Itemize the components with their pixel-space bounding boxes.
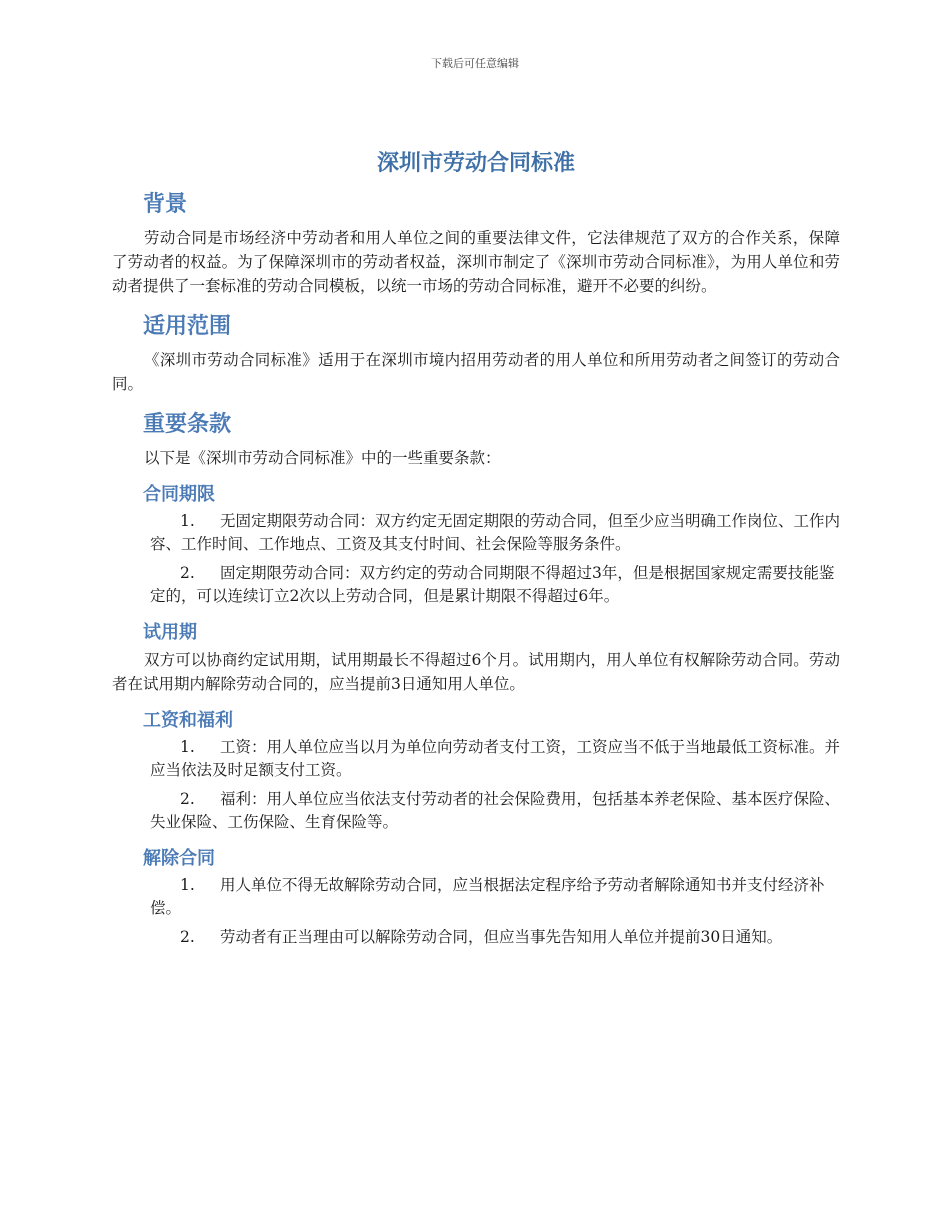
list-number: 1. bbox=[180, 738, 195, 756]
document-title: 深圳市劳动合同标准 bbox=[376, 151, 575, 176]
clauses-intro: 以下是《深圳市劳动合同标准》中的一些重要条款： bbox=[144, 449, 501, 467]
list-number: 1. bbox=[180, 512, 195, 530]
list-item bbox=[140, 510, 840, 556]
page-header: 下载后可任意编辑 bbox=[431, 57, 519, 70]
list-number: 2. bbox=[180, 928, 195, 946]
scope-paragraph: 《深圳市劳动合同标准》适用于在深圳市境内招用劳动者的用人单位和所用劳动者之间签订的劳动合同。 bbox=[112, 351, 840, 393]
list-item-text: 固定期限劳动合同：双方约定的劳动合同期限不得超过3年，但是根据国家规定需要技能鉴定的，可以连续订立2次以上劳动合同，但是累计期限不得超过6年。 bbox=[150, 564, 835, 605]
list-item bbox=[140, 562, 840, 608]
list-item-text: 劳动者有正当理由可以解除劳动合同，但应当事先告知用人单位并提前30日通知。 bbox=[220, 928, 783, 946]
list-item bbox=[140, 926, 840, 949]
list-item-text: 福利：用人单位应当依法支付劳动者的社会保险费用，包括基本养老保险、基本医疗保险、失业保险、工伤保险、生育保险等。 bbox=[150, 790, 841, 831]
heading-termination: 解除合同 bbox=[143, 848, 215, 869]
contract-term-list bbox=[140, 510, 840, 608]
heading-contract-term: 合同期限 bbox=[143, 484, 215, 505]
list-number: 1. bbox=[180, 876, 195, 894]
probation-paragraph: 双方可以协商约定试用期，试用期最长不得超过6个月。试用期内，用人单位有权解除劳动合同。劳动者在试用期内解除劳动合同的，应当提前3日通知用人单位。 bbox=[112, 651, 840, 693]
background-paragraph: 劳动合同是市场经济中劳动者和用人单位之间的重要法律文件，它法律规范了双方的合作关系，保障了劳动者的权益。为了保障深圳市的劳动者权益，深圳市制定了《深圳市劳动合同标准》，为用人单位和劳动者提供了一套标准的劳动合同模板，以统一市场的劳动合同标准，避开不必要的纠纷。 bbox=[112, 229, 840, 295]
document-body bbox=[112, 148, 840, 955]
list-item bbox=[140, 788, 840, 834]
list-item-text: 工资：用人单位应当以月为单位向劳动者支付工资，工资应当不低于当地最低工资标准。并应当依法及时足额支付工资。 bbox=[150, 738, 841, 779]
heading-background: 背景 bbox=[143, 192, 188, 217]
wages-list bbox=[140, 736, 840, 834]
heading-scope: 适用范围 bbox=[143, 314, 232, 339]
list-item-text: 无固定期限劳动合同：双方约定无固定期限的劳动合同，但至少应当明确工作岗位、工作内容、工作时间、工作地点、工资及其支付时间、社会保险等服务条件。 bbox=[150, 512, 841, 553]
heading-clauses: 重要条款 bbox=[143, 412, 232, 437]
heading-wages: 工资和福利 bbox=[143, 710, 233, 731]
list-number: 2. bbox=[180, 790, 195, 808]
list-item-text: 用人单位不得无故解除劳动合同，应当根据法定程序给予劳动者解除通知书并支付经济补偿。 bbox=[150, 876, 825, 917]
list-number: 2. bbox=[180, 564, 195, 582]
list-item bbox=[140, 736, 840, 782]
termination-list bbox=[140, 874, 840, 949]
heading-probation: 试用期 bbox=[143, 622, 197, 643]
list-item bbox=[140, 874, 840, 920]
